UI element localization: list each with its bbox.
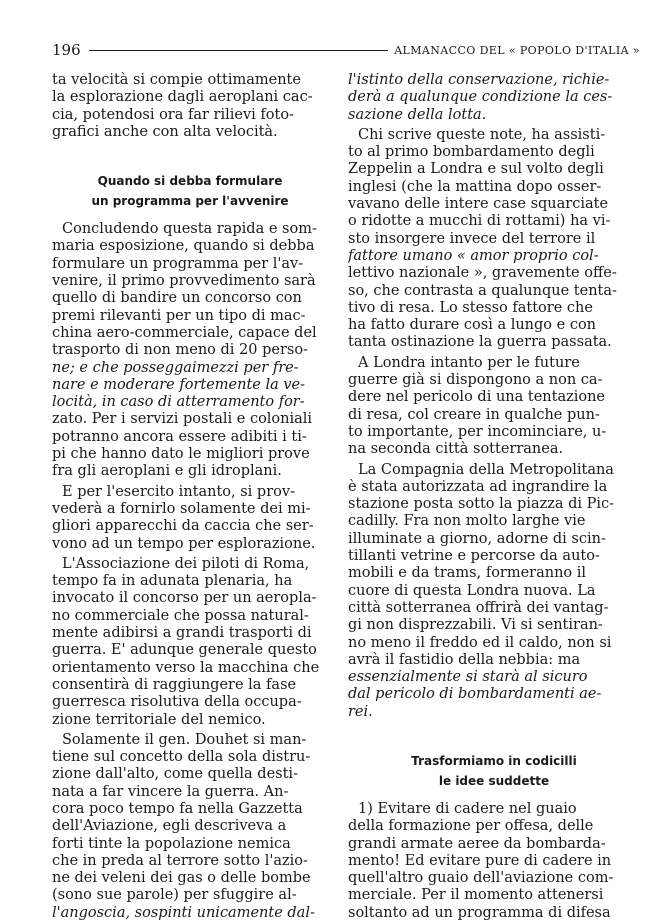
- text-line: o ridotte a mucchi di rottami) ha vi-: [348, 213, 611, 230]
- text-line: no commerciale che possa natural-: [52, 607, 309, 624]
- text-line: locità, in caso di atterramento for-: [52, 394, 305, 411]
- text-line: no meno il freddo ed il caldo, non si: [348, 634, 612, 651]
- text-line: l'angoscia, sospinti unicamente dal-: [52, 904, 315, 921]
- text-line: dere nel pericolo di una tentazione: [348, 389, 606, 406]
- text-line: sto insorgere invece del terrore il: [348, 230, 596, 247]
- running-title: ALMANACCO DEL « POPOLO D'ITALIA »: [394, 43, 640, 57]
- text-line: La Compagnia della Metropolitana: [358, 461, 614, 478]
- text-line: tiene sul concetto della sola distru-: [52, 749, 311, 766]
- paragraph: [52, 732, 328, 922]
- text-line: mento! Ed evitare pure di cadere in: [348, 852, 612, 869]
- text-line: so, che contrasta a qualunque tenta-: [348, 282, 617, 299]
- text-line: forti tinte la popolazione nemica: [52, 835, 291, 852]
- section-heading: [52, 171, 328, 211]
- right-column: [348, 72, 640, 922]
- text-line: Concludendo questa rapida e som-: [62, 221, 317, 238]
- text-line: cora poco tempo fa nella Gazzetta: [52, 800, 303, 817]
- text-line: vavano delle intere case squarciate: [348, 196, 609, 213]
- text-line: zato. Per i servizi postali e coloniali: [52, 411, 313, 428]
- text-line: to al primo bombardamento degli: [348, 144, 595, 161]
- text-line: nata a far vincere la guerra. An-: [52, 783, 289, 800]
- text-line: illuminate a giorno, adorne di scin-: [348, 530, 606, 547]
- text-line: di resa, col creare in qualche pun-: [348, 406, 600, 423]
- text-line: mente adibirsi a grandi trasporti di: [52, 625, 312, 642]
- text-line: to importante, per incominciare, u-: [348, 423, 607, 440]
- text-line: consentirà di raggiungere la fase: [52, 676, 297, 693]
- heading-line: Quando si debba formulare: [97, 174, 283, 189]
- heading-line: le idee suddette: [438, 773, 550, 788]
- paragraph: [52, 556, 328, 729]
- paragraph: [348, 462, 640, 721]
- text-line: tivo di resa. Lo stesso fattore che: [348, 299, 593, 316]
- text-line: guerresca risolutiva della occupa-: [52, 694, 302, 711]
- text-line: maria esposizione, quando si debba: [52, 238, 315, 255]
- text-line: sazione della lotta.: [348, 106, 487, 123]
- text-line: Solamente il gen. Douhet si man-: [62, 731, 307, 748]
- text-line: stazione posta sotto la piazza di Pic-: [348, 496, 615, 513]
- text-line: grandi armate aeree da bombarda-: [348, 835, 606, 852]
- text-line: vederà a fornirlo solamente dei mi-: [52, 500, 311, 517]
- heading-line: Trasformiamo in codicilli: [411, 753, 577, 768]
- paragraph: [348, 355, 640, 459]
- continued-paragraph: [348, 72, 640, 124]
- paragraph: [52, 221, 328, 480]
- text-line: quello di bandire un concorso con: [52, 290, 302, 307]
- text-line: gliori apparecchi da caccia che ser-: [52, 518, 314, 535]
- text-line: nare e moderare fortemente la ve-: [52, 376, 306, 393]
- text-line: Chi scrive queste note, ha assisti-: [358, 126, 606, 143]
- text-line: L'Associazione dei piloti di Roma,: [62, 555, 310, 572]
- text-line: zione dall'alto, come quella desti-: [52, 766, 298, 783]
- text-line: orientamento verso la macchina che: [52, 659, 320, 676]
- text-line: pi che hanno dato le migliori prove: [52, 446, 310, 463]
- text-line: fattore umano « amor proprio col-: [348, 247, 599, 264]
- text-line: ne dei veleni dei gas o delle bombe: [52, 870, 311, 887]
- text-line: ne; e che posseggaimezzi per fre-: [52, 359, 299, 376]
- text-line: guerra. E' adunque generale questo: [52, 642, 317, 659]
- text-line: è stata autorizzata ad ingrandire la: [348, 478, 608, 495]
- text-line: della formazione per offesa, delle: [348, 818, 594, 835]
- text-line: vono ad un tempo per esplorazione.: [52, 535, 316, 552]
- text-line: essenzialmente si starà al sicuro: [348, 669, 588, 686]
- section-heading: [348, 751, 640, 791]
- text-line: zione territoriale del nemico.: [52, 711, 266, 728]
- text-line: venire, il primo provvedimento sarà: [52, 273, 316, 290]
- text-line: che in preda al terrore sotto l'azio-: [52, 852, 308, 869]
- text-line: na seconda città sotterranea.: [348, 441, 564, 458]
- page-number: 196: [52, 41, 81, 59]
- text-line: mobili e da trams, formeranno il: [348, 565, 587, 582]
- text-line: grafici anche con alta velocità.: [52, 123, 278, 140]
- text-line: quell'altro guaio dell'aviazione com-: [348, 870, 614, 887]
- heading-line: un programma per l'avvenire: [91, 194, 289, 209]
- text-line: fra gli aeroplani e gli idroplani.: [52, 463, 282, 480]
- text-line: ta velocità si compie ottimamente: [52, 72, 301, 88]
- text-line: tanta ostinazione la guerra passata.: [348, 334, 612, 351]
- text-line: (sono sue parole) per sfuggire al-: [52, 887, 297, 904]
- text-line: invocato il concorso per un aeropla-: [52, 590, 317, 607]
- text-line: derà a qualunque condizione la ces-: [348, 89, 613, 106]
- text-line: dal pericolo di bombardamenti ae-: [348, 686, 602, 703]
- text-line: gi non disprezzabili. Vi si sentiran-: [348, 617, 603, 634]
- text-line: Zeppelin a Londra e sul volto degli: [348, 161, 604, 178]
- text-line: avrà il fastidio della nebbia: ma: [348, 651, 581, 668]
- text-line: trasporto di non meno di 20 perso-: [52, 342, 308, 359]
- text-line: guerre già si dispongono a non ca-: [348, 372, 603, 389]
- text-line: tillanti vetrine e percorse da auto-: [348, 548, 600, 565]
- text-line: la esplorazione dagli aeroplani cac-: [52, 89, 313, 106]
- text-line: tempo fa in adunata plenaria, ha: [52, 573, 293, 590]
- text-line: rei.: [348, 703, 373, 720]
- left-column: [52, 72, 328, 922]
- text-line: premi rilevanti per un tipo di mac-: [52, 307, 306, 324]
- text-line: cia, potendosi ora far rilievi foto-: [52, 106, 294, 123]
- text-line: formulare un programma per l'av-: [52, 255, 304, 272]
- text-line: l'istinto della conservazione, richie-: [348, 72, 610, 88]
- text-line: lettivo nazionale », gravemente offe-: [348, 265, 617, 282]
- text-line: potranno ancora essere adibiti i ti-: [52, 428, 307, 445]
- paragraph: [348, 127, 640, 352]
- text-line: dell'Aviazione, egli descriveva a: [52, 818, 287, 835]
- text-line: ha fatto durare così a lungo e con: [348, 317, 597, 334]
- text-line: cadilly. Fra non molto larghe vie: [348, 513, 586, 530]
- paragraph: [348, 801, 640, 922]
- text-line: soltanto ad un programma di difesa: [348, 904, 611, 921]
- page-header: [52, 40, 640, 60]
- paragraph: [52, 484, 328, 553]
- text-line: cuore di questa Londra nuova. La: [348, 582, 596, 599]
- text-line: città sotterranea offrirà dei vantag-: [348, 599, 609, 616]
- text-line: inglesi (che la mattina dopo osser-: [348, 178, 602, 195]
- text-line: A Londra intanto per le future: [358, 354, 580, 371]
- text-line: merciale. Per il momento attenersi: [348, 887, 604, 904]
- intro-paragraph: [52, 72, 328, 141]
- text-line: 1) Evitare di cadere nel guaio: [358, 800, 577, 817]
- text-line: E per l'esercito intanto, si prov-: [62, 483, 295, 500]
- header-rule: [89, 50, 389, 51]
- text-line: china aero-commerciale, capace del: [52, 324, 317, 341]
